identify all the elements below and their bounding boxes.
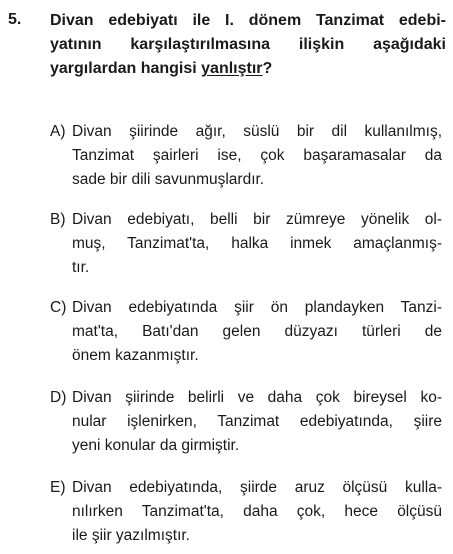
question-stem [50, 9, 446, 81]
option-line: tır. [72, 259, 90, 276]
question-stem-prefix: yargılardan hangisi [50, 60, 202, 77]
option-letter: A) [50, 123, 66, 140]
option-text [72, 120, 442, 192]
option-line: mat'ta, Batı'dan gelen düzyazı türleri de [72, 323, 442, 340]
option-text [72, 386, 442, 458]
option-line: Divan edebiyatında şiir ön plandayken Tanzi- [72, 299, 442, 316]
option-text [72, 296, 442, 368]
question-stem-suffix: ? [262, 60, 273, 77]
question-stem-emphasis: yanlıştır [201, 60, 263, 77]
option-text [72, 476, 442, 548]
question-stem-line: Divan edebiyatı ile I. dönem Tanzimat edebi- [50, 12, 446, 29]
option-line: Divan şiirinde belirli ve daha çok bireysel ko- [72, 389, 442, 406]
option-text [72, 208, 442, 280]
option-letter: B) [50, 211, 66, 228]
question-number: 5. [8, 11, 22, 28]
option-line: ile şiir yazılmıştır. [72, 527, 190, 544]
option-letter: C) [50, 299, 67, 316]
option-letter: D) [50, 389, 67, 406]
option-line: önem kazanmıştır. [72, 347, 199, 364]
option-line: yeni konular da girmiştir. [72, 437, 240, 454]
option-line: Tanzimat şairleri ise, çok başaramasalar da [72, 147, 442, 164]
option-line: nılırken Tanzimat'ta, daha çok, hece ölçüsü [72, 503, 442, 520]
option-line: nular işlenirken, Tanzimat edebiyatında, şiire [72, 413, 442, 430]
option-line: sade bir dili savunmuşlardır. [72, 171, 265, 188]
option-line: Divan şiirinde ağır, süslü bir dil kullanılmış, [72, 123, 442, 140]
question-stem-line: yatının karşılaştırılmasına ilişkin aşağıdaki [50, 36, 446, 53]
option-line: muş, Tanzimat'ta, halka inmek amaçlanmış- [72, 235, 442, 252]
option-line: Divan edebiyatı, belli bir zümreye yönelik ol- [72, 211, 442, 228]
option-letter: E) [50, 479, 66, 496]
option-line: Divan edebiyatında, şiirde aruz ölçüsü kulla- [72, 479, 442, 496]
question-stem-line [50, 57, 446, 81]
